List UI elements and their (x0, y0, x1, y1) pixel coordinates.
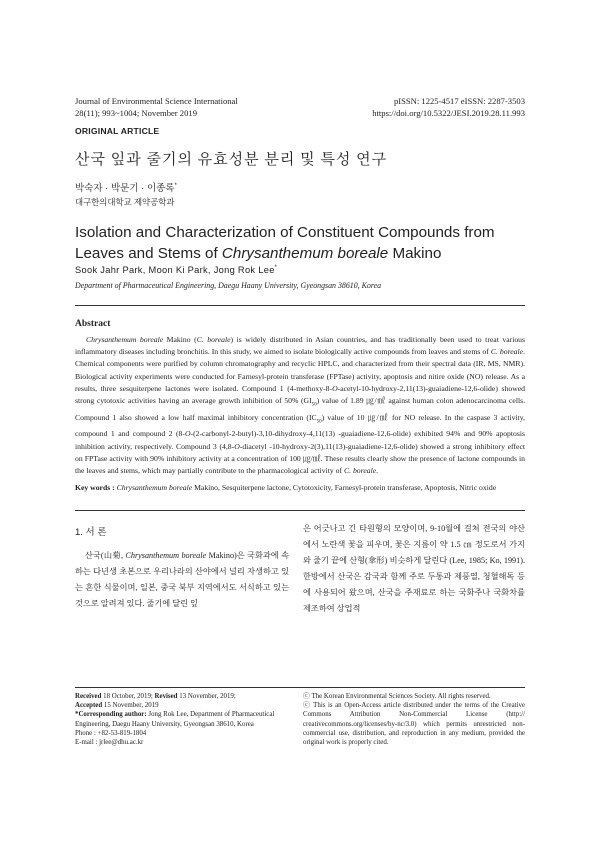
article-type: ORIGINAL ARTICLE (75, 126, 160, 136)
keywords (75, 482, 525, 494)
affiliation-korean: 대구한의대학교 제약공학과 (75, 197, 175, 207)
divider-middle (75, 510, 525, 511)
keywords-species: Chrysanthemum boreale (116, 483, 193, 492)
issn: pISSN: 1225-4517 eISSN: 2287-3503 (393, 96, 525, 106)
copyright-notice: ⓒ The Korean Environmental Sciences Society. All rights reserved. (303, 693, 491, 700)
abstract-body (75, 334, 525, 477)
authors-english (75, 265, 277, 275)
corresponding-mark: * (174, 182, 177, 189)
keywords-label: Key words : (75, 483, 117, 492)
doi-link[interactable]: https://doi.org/10.5322/JESI.2019.28.11.993 (372, 108, 525, 118)
phone-number: Phone : +82-53-819-1804 (75, 729, 147, 737)
authors-korean (75, 180, 177, 194)
intro-right-column: 은 어긋나고 긴 타원형의 모양이며, 9-10월에 걸쳐 전국의 야산에서 노란색 꽃을 피우며, 꽃은 지름이 약 1.5 ㎝ 정도로서 가지와 줄기 끝에 산형(傘形) 비슷하게 달린다 (Lee, 1985; Ko, 1991). 한방에서 산국은 감국과 함께 주로 두통과 제풍열, 청혈해독 등에 사용되어 왔으며, 산국을 주재료로 하는 국화주나 국화차를 제조하여 상업적 (303, 524, 525, 614)
title-english-line1: Isolation and Characterization of Constituent Compounds from (75, 224, 495, 241)
title-english-suffix: Makino (388, 245, 442, 262)
abstract-paragraph: Chrysanthemum boreale Makino (C. boreale) is widely distributed in Asian countries, and has traditionally been used to treat various inflammatory diseases including bronchitis. In this study, we aimed to isolate biologically active compounds from leaves and stems of C. boreale. Chemical components were purified by column chromatography and recyclic HPLC, and characterized from their spectral data (IR, MS, NMR). Biological activity experiments were conducted for Farnesyl-protein transferase (FPTase) activity, apoptosis and nitire oxide (NO) release. As a results, three sesquiterpene lactones were isolated. Compound 1 (4-methoxy-8-O-acetyl-10-hydroxy-2,11(13)-guaiadiene-12,6-olide) showed strong cytotoxic activities having an average growth inhibition of 50% $(GI_{50})$ value of 1.89 ㎍/㎖ against human colon adenocarcinoma cells. Compound 1 also showed a low half maximal inhibitory concentration $(IC_{50})$ value of 10 ㎍/㎖ for NO release. In the caspase 3 activity, compound 1 and compound 2 (8-O-(2-carbonyl-2-butyl)-3,10-dihydroxy-4,11(13) -guaiadiene-12,6-olide) exhibited 94% and 90% apoptosis inhibition activity, respectively. Compound 3 (4,8-O-diacetyl -10-hydroxy-2(3),11(13)-guaiadiene-12,6-olide) showed a strong inhibitory effect on FPTase activity with 90% inhibitory activity at a concentration of 100 ㎍/㎖. These results clearly show the presence of lactone compounds in the leaves and stems, which may partially contribute to the pharmacological activity of C. boreale. (75, 335, 526, 476)
issn-doi (372, 95, 525, 119)
license-notice: ⓒ This is an Open-Access article distributed under the terms of the Creative Commons Attribution Non-Commercial License (http:// creativecommons.org/licenses/by-nc/3.0) which permits unrestricted non-commercial use, distribution, and reproduction in any medium, provided the original work is properly cited. (303, 702, 525, 747)
divider-footnote (75, 687, 525, 688)
journal-volume: 28(11); 993~1004; November 2019 (75, 108, 197, 118)
title-korean: 산국 잎과 줄기의 유효성분 분리 및 특성 연구 (75, 152, 388, 168)
corresponding-mark-en: * (274, 265, 278, 271)
authors-english-names: Sook Jahr Park, Moon Ki Park, Jong Rok Lee (75, 265, 275, 276)
intro-left-column: 산국(山菊, Chrysanthemum boreale Makino)은 국화과에 속하는 다년생 초본으로 우리나라의 산야에서 널리 자생하고 있는 흔한 식물이며, 일본, 중국 북부 지역에서도 서식하고 있는 것으로 알려져 있다. 줄기에 달린 잎 (75, 551, 289, 609)
title-english-line2 (75, 243, 495, 264)
journal-info (75, 95, 238, 119)
title-english (75, 222, 495, 264)
title-english-prefix: Leaves and Stems of (75, 245, 222, 262)
authors-korean-names: 박숙자 · 박문기 · 이종록 (75, 183, 175, 194)
divider-top (75, 305, 525, 306)
keywords-list: Makino, Sesquiterpene lactone, Cytotoxicity, Farnesyl-protein transferase, Apoptosis, Nitric oxide (192, 483, 497, 492)
article-history: Received 18 October, 2019; Revised 13 November, 2019; Accepted 15 November, 2019 *Corresponding author: Jong Rok Lee, Department of Pharmaceutical Engineering, Daegu Haany University, Gyeongsan 38610, Korea Phone : +82-53-819-1804 E-mail : jrlee@dhu.ac.kr (75, 692, 288, 747)
title-english-species: Chrysanthemum boreale (221, 245, 389, 262)
journal-name: Journal of Environmental Science International (75, 96, 238, 106)
affiliation-english: Department of Pharmaceutical Engineering, Daegu Haany University, Gyeongsan 38610, Korea (75, 281, 382, 290)
section-heading-introduction: 1. 서 론 (75, 527, 107, 538)
email-link[interactable]: E-mail : jrlee@dhu.ac.kr (75, 739, 144, 747)
abstract-heading: Abstract (75, 319, 111, 329)
copyright-license (303, 692, 525, 747)
